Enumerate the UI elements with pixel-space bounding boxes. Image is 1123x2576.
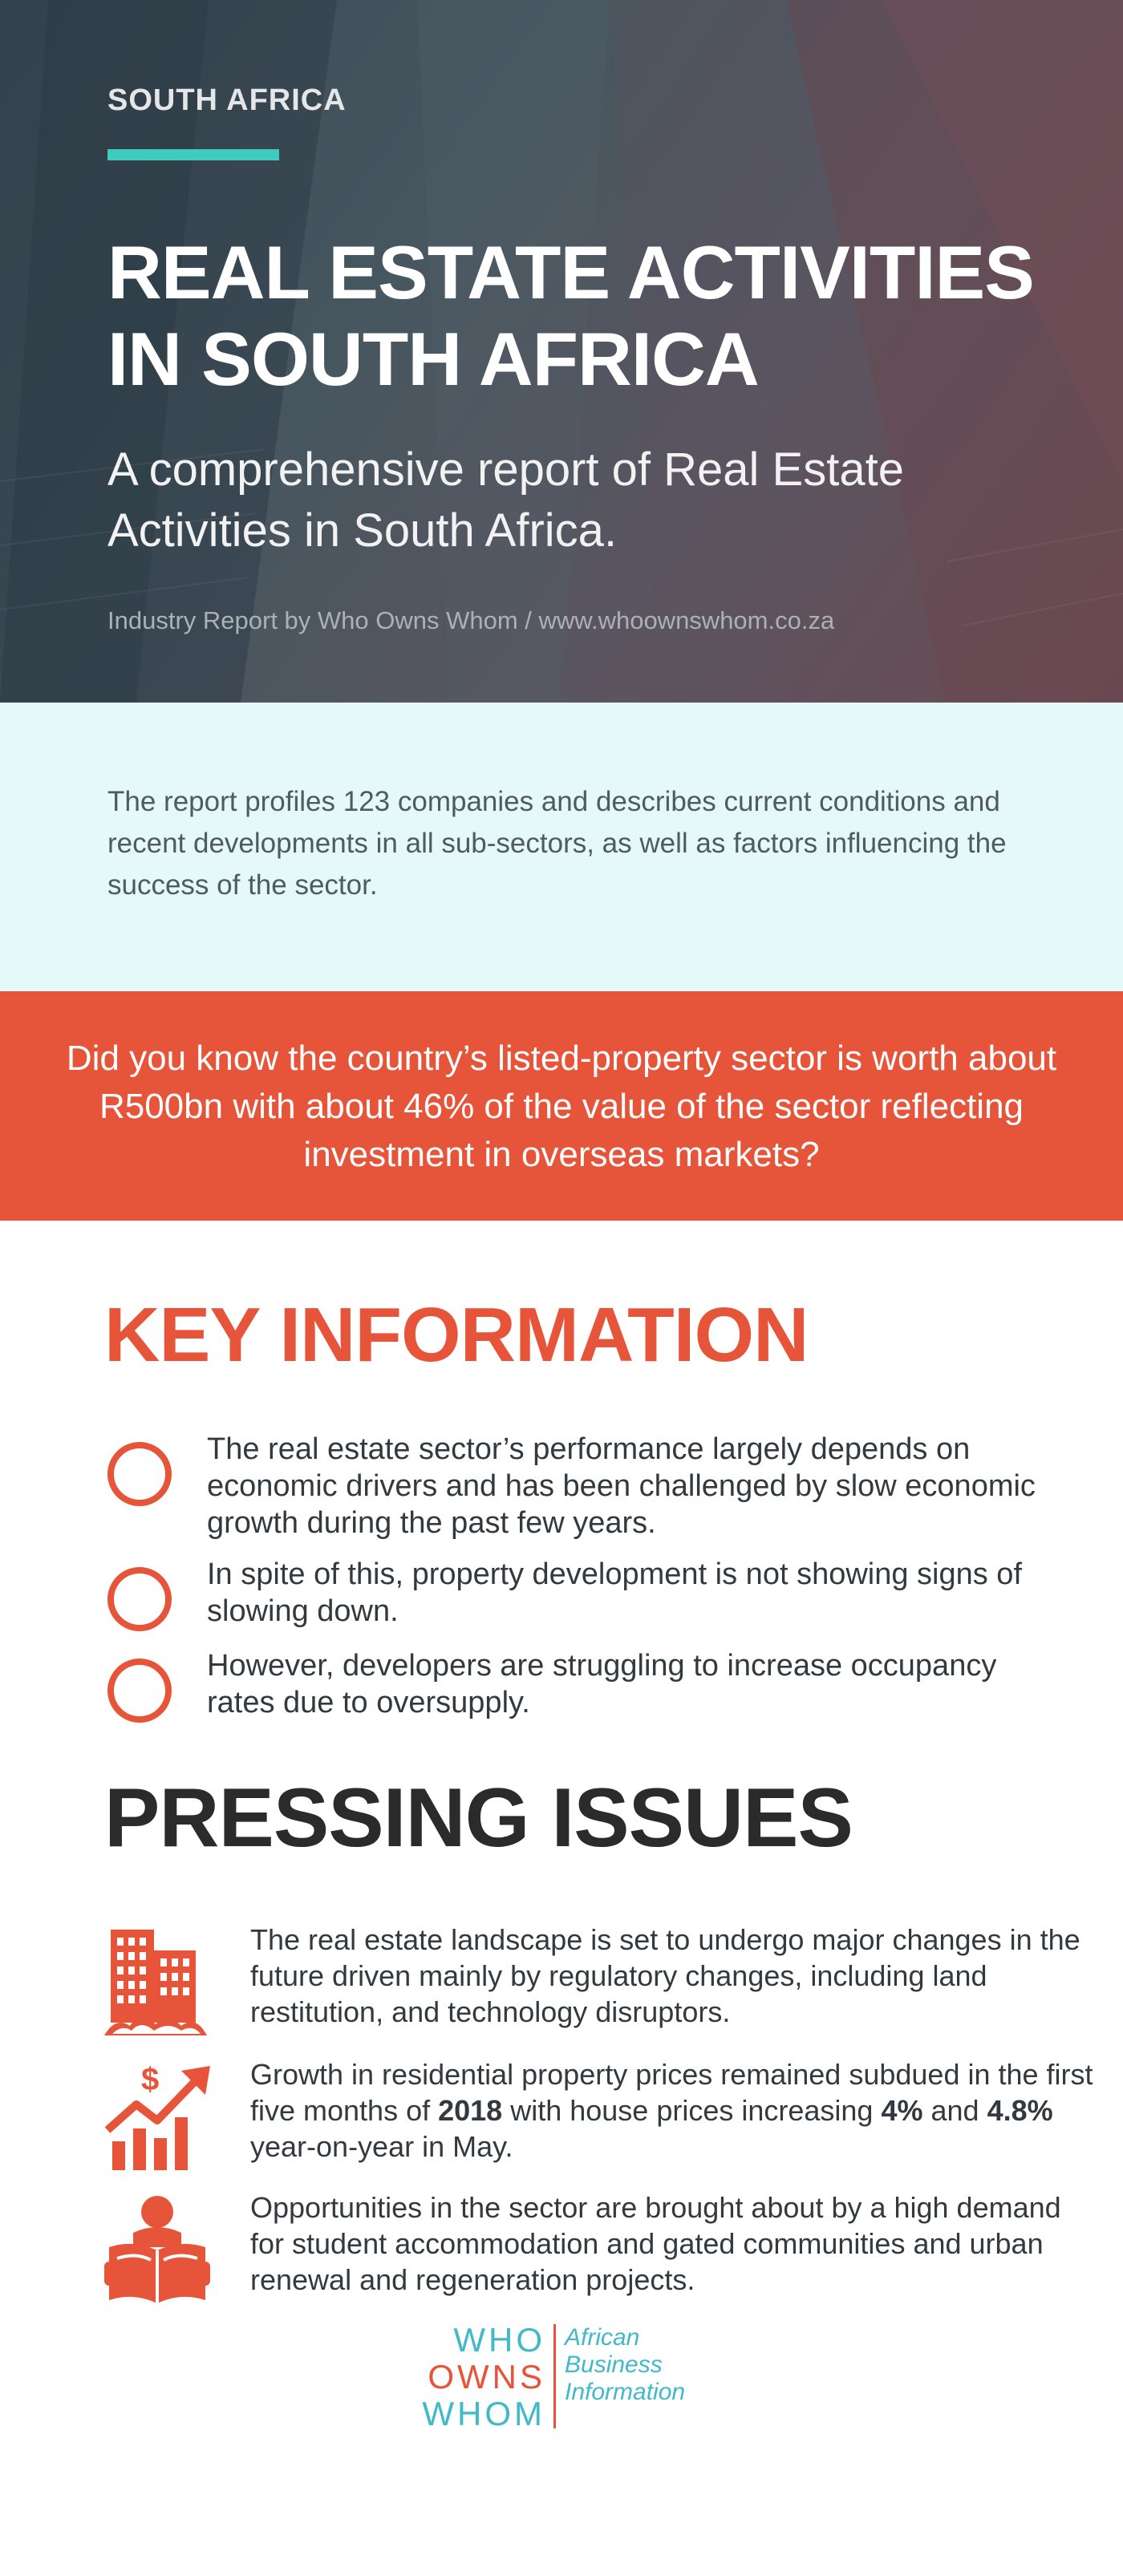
- logo-divider: [553, 2324, 556, 2428]
- country-label: SOUTH AFRICA: [107, 83, 347, 117]
- callout-text: Did you know the country’s listed-property sector is worth about R500bn with about 46% of the value of the sector reflecting investment in overseas markets?: [66, 1039, 1057, 1174]
- logo-word-whom: WHOM: [422, 2395, 545, 2432]
- footer: [0, 2321, 1123, 2576]
- pressing-issues-section: [0, 1748, 1123, 2321]
- key-info-text: The real estate sector’s performance largely depends on economic drivers and has been challenged by slow economic growth during the past few years.: [207, 1432, 1036, 1540]
- did-you-know-callout: [0, 991, 1123, 1221]
- buildings-icon: [104, 1926, 217, 2039]
- highlight-percent: 4.8%: [987, 2094, 1053, 2127]
- highlight-percent: 4%: [881, 2094, 923, 2127]
- issue-text: Growth in residential property prices remained subdued in the first five months of 2018 with house prices increasing 4% and 4.8% year-on-year in May.: [250, 2058, 1093, 2163]
- circle-bullet-icon: [107, 1567, 172, 1631]
- intro-section: [0, 703, 1123, 991]
- intro-text: The report profiles 123 companies and describes current conditions and recent developments in all sub-sectors, as well as factors influencing the success of the sector.: [107, 786, 1007, 901]
- who-owns-whom-logo: [409, 2321, 746, 2441]
- page-title: REAL ESTATE ACTIVITIES IN SOUTH AFRICA: [107, 230, 1034, 401]
- circle-bullet-icon: [107, 1659, 172, 1723]
- highlight-year: 2018: [438, 2094, 503, 2127]
- hero-banner: [0, 0, 1123, 703]
- key-info-text: In spite of this, property development is not showing signs of slowing down.: [207, 1557, 1022, 1628]
- student-reading-icon: [104, 2194, 217, 2307]
- svg-text:$: $: [141, 2062, 160, 2097]
- key-info-text: However, developers are struggling to increase occupancy rates due to oversupply.: [207, 1649, 997, 1719]
- key-information-section: [0, 1221, 1123, 1748]
- issue-text: The real estate landscape is set to undergo major changes in the future driven mainly by regulatory changes, including land restitution, and technology disruptors.: [250, 1923, 1080, 2028]
- logo-word-who: WHO: [453, 2321, 545, 2359]
- accent-bar: [107, 149, 279, 160]
- growth-chart-icon: [104, 2061, 217, 2173]
- page-subtitle: A comprehensive report of Real Estate Activities in South Africa.: [107, 444, 904, 557]
- logo-tagline: African Business Information: [565, 2324, 686, 2405]
- circle-bullet-icon: [107, 1442, 172, 1506]
- logo-word-owns: OWNS: [428, 2358, 545, 2396]
- pressing-issues-heading: PRESSING ISSUES: [104, 1772, 853, 1865]
- report-credit: Industry Report by Who Owns Whom / www.whoownswhom.co.za: [107, 606, 835, 634]
- key-information-heading: KEY INFORMATION: [104, 1292, 809, 1378]
- issue-text: Opportunities in the sector are brought about by a high demand for student accommodation and gated communities and urban renewal and regeneration projects.: [250, 2191, 1061, 2296]
